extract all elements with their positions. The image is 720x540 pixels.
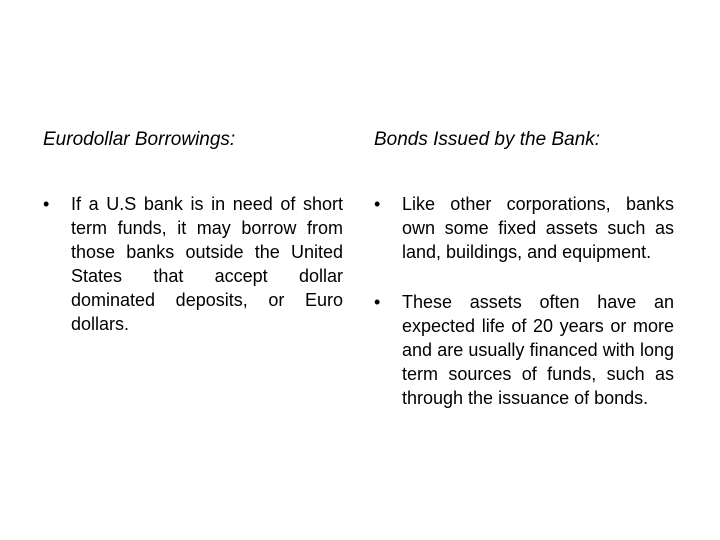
bullet-item <box>374 290 674 410</box>
bonds-issued-heading: Bonds Issued by the Bank: <box>374 129 601 150</box>
bonds-bullet-list <box>374 192 674 410</box>
right-column <box>374 128 674 436</box>
bullet-item <box>374 192 674 264</box>
bullet-icon: • <box>374 194 381 214</box>
bullet-icon: • <box>43 194 50 214</box>
bullet-text: Like other corporations, banks own some fixed assets such as land, buildings, and equipment. <box>402 194 674 262</box>
bullet-item <box>43 192 343 336</box>
eurodollar-borrowings-heading: Eurodollar Borrowings: <box>43 129 236 150</box>
eurodollar-bullet-list <box>43 192 343 336</box>
bullet-text: If a U.S bank is in need of short term funds, it may borrow from those banks outside the United States that accept dollar dominated deposits, or Euro dollars. <box>71 194 343 334</box>
bullet-text: These assets often have an expected life of 20 years or more and are usually financed with long term sources of funds, such as through the issuance of bonds. <box>402 292 674 408</box>
bullet-icon: • <box>374 292 381 312</box>
left-column <box>43 128 343 362</box>
